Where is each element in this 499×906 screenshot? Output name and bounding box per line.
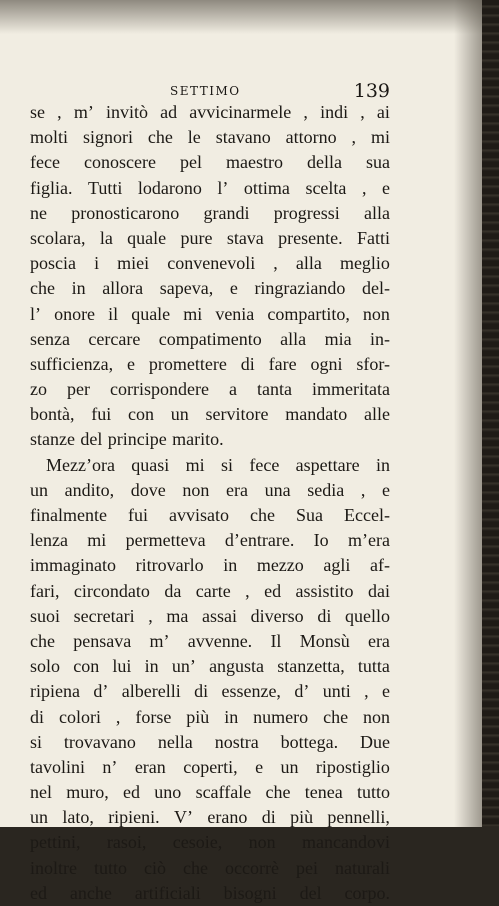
text-line xyxy=(30,629,390,654)
word: signori xyxy=(82,127,133,148)
body-text xyxy=(30,100,390,906)
word: da xyxy=(164,580,182,601)
word: un’ xyxy=(171,656,196,677)
word: n’ xyxy=(102,756,118,777)
word: non xyxy=(248,832,276,853)
word: inoltre xyxy=(30,857,77,878)
text-line xyxy=(30,780,390,805)
word: artificiali xyxy=(134,882,201,903)
word: in xyxy=(375,454,390,475)
text-line xyxy=(30,553,390,578)
word: quale xyxy=(131,303,171,324)
text-line xyxy=(30,503,390,528)
word: Tutti xyxy=(88,177,123,198)
word: in xyxy=(224,706,239,727)
word: e xyxy=(127,353,136,374)
text-line xyxy=(30,579,390,604)
word: mi xyxy=(185,454,205,475)
word: meglio xyxy=(339,253,390,274)
text-line xyxy=(30,377,390,402)
word: , xyxy=(273,253,278,274)
word: tutto xyxy=(356,782,390,803)
word: scaffale xyxy=(195,782,252,803)
word: Monsù xyxy=(299,630,350,651)
word: sufficienza, xyxy=(30,353,114,374)
word: stanze xyxy=(30,429,75,450)
word: che xyxy=(323,706,349,727)
word: presente. xyxy=(278,227,343,248)
word: anche xyxy=(69,882,112,903)
word: immeritata xyxy=(312,379,390,400)
word: che xyxy=(30,630,55,651)
word: onore xyxy=(54,303,96,324)
word: sapeva, xyxy=(159,278,214,299)
word: ne xyxy=(30,202,47,223)
word: del xyxy=(80,429,103,450)
word: aspettare xyxy=(295,454,360,475)
word: lenza xyxy=(30,530,68,551)
word: non xyxy=(362,303,390,324)
word: allora xyxy=(102,278,144,299)
word: e xyxy=(255,756,264,777)
word: scolara, xyxy=(30,227,86,248)
text-line xyxy=(30,654,390,679)
word: in xyxy=(223,555,238,576)
word: d’ xyxy=(294,681,310,702)
word: Eccel- xyxy=(344,505,390,525)
word: carte xyxy=(195,580,231,601)
word: era xyxy=(226,479,248,500)
word: una xyxy=(264,479,291,500)
text-line xyxy=(30,302,390,327)
word: di xyxy=(240,353,255,374)
word: fare xyxy=(268,353,297,374)
word: ed xyxy=(123,782,141,803)
word: non xyxy=(363,706,390,727)
word: sedia xyxy=(307,479,345,500)
text-line xyxy=(30,125,390,150)
word: cesoie, xyxy=(172,832,223,853)
word: pettini, xyxy=(30,832,81,853)
word: per xyxy=(67,379,90,400)
word: servitore xyxy=(205,404,269,425)
word: maestro xyxy=(225,152,283,173)
word: ed xyxy=(264,580,282,601)
word: V’ xyxy=(174,807,194,828)
word: ringraziando xyxy=(254,278,346,299)
word: ad xyxy=(160,102,178,122)
word: , xyxy=(115,706,121,727)
word: solo xyxy=(30,656,61,677)
word: trovavano xyxy=(63,731,136,752)
word: era xyxy=(367,630,390,651)
word: si xyxy=(30,731,43,752)
word: conoscere xyxy=(83,152,156,173)
word: lato, xyxy=(62,807,94,828)
word: stava xyxy=(226,227,264,248)
word: finalmente xyxy=(30,505,107,525)
word: progressi xyxy=(273,202,340,223)
word: Io xyxy=(313,530,329,551)
word: nostra xyxy=(214,731,259,752)
word: attorno xyxy=(285,127,337,148)
word: ripiena xyxy=(30,681,80,702)
word: mi xyxy=(87,530,107,551)
word: si xyxy=(221,454,234,475)
word: molti xyxy=(30,127,69,148)
word: che xyxy=(250,505,275,525)
word: alla xyxy=(295,253,322,274)
word: rasoi, xyxy=(106,832,147,853)
word: pronosticarono xyxy=(71,202,180,223)
word: pensava xyxy=(73,630,132,651)
word: pel xyxy=(179,152,202,173)
word: dove xyxy=(130,479,166,500)
word: fui xyxy=(91,404,112,425)
word: assai xyxy=(202,605,238,626)
text-line xyxy=(30,755,390,780)
word: l’ xyxy=(217,177,229,198)
word: essenze, xyxy=(221,681,281,702)
text-line xyxy=(30,251,390,276)
text-line xyxy=(30,881,390,906)
word: , xyxy=(364,681,369,702)
word: zo xyxy=(30,379,47,400)
word: a xyxy=(229,379,237,400)
word: sua xyxy=(365,152,390,173)
word: tenea xyxy=(304,782,343,803)
word: invitò xyxy=(105,102,148,122)
text-line xyxy=(30,805,390,830)
word: avvisato xyxy=(169,505,229,525)
word: scelta xyxy=(305,177,347,198)
word: in xyxy=(144,656,159,677)
word: eran xyxy=(134,756,166,777)
text-line xyxy=(30,176,390,201)
word: fui xyxy=(127,505,148,525)
word: Mezz’ora xyxy=(46,454,115,475)
word: mi xyxy=(183,303,203,324)
word: bottega. xyxy=(280,731,339,752)
text-line xyxy=(30,528,390,553)
text-line xyxy=(30,453,390,478)
word: , xyxy=(351,127,357,148)
word: colori xyxy=(58,706,101,727)
word: , xyxy=(361,177,367,198)
word: e xyxy=(381,479,390,500)
word: secretari xyxy=(73,605,135,626)
word: andito, xyxy=(64,479,115,500)
word: nel xyxy=(30,782,52,803)
word: stavano xyxy=(215,127,271,148)
word: ripieni. xyxy=(108,807,160,828)
word: quale xyxy=(127,227,167,248)
word: e xyxy=(229,278,238,299)
word: coperti, xyxy=(183,756,238,777)
word: del- xyxy=(362,278,390,299)
word: pei xyxy=(295,857,318,878)
word: compartito, xyxy=(267,303,350,324)
word: pure xyxy=(180,227,213,248)
word: numero xyxy=(253,706,309,727)
word: che xyxy=(265,782,291,803)
word: con xyxy=(73,656,100,677)
word: uno xyxy=(154,782,182,803)
word: senza xyxy=(30,328,70,349)
word: del xyxy=(299,882,322,903)
word: ai xyxy=(376,102,390,122)
word: fece xyxy=(30,152,60,173)
word: fari, xyxy=(30,580,60,601)
word: , xyxy=(360,102,365,122)
word: le xyxy=(187,127,201,148)
word: di xyxy=(261,807,276,828)
word: stanzetta, xyxy=(277,656,345,677)
page-number: 139 xyxy=(353,80,390,102)
word: principe xyxy=(107,429,167,450)
word: un xyxy=(280,756,299,777)
word: mancandovi xyxy=(301,832,390,853)
word: , xyxy=(303,102,308,122)
word: promettere xyxy=(148,353,227,374)
word: venia xyxy=(215,303,255,324)
text-line xyxy=(30,830,390,855)
word: ottima xyxy=(243,177,290,198)
word: corrispondere xyxy=(110,379,209,400)
word: m’ xyxy=(73,102,94,122)
text-line xyxy=(30,100,390,125)
word: mezzo xyxy=(256,555,304,576)
text-line xyxy=(30,226,390,251)
word: agli xyxy=(323,555,351,576)
word: più xyxy=(290,807,314,828)
word: tutta xyxy=(357,656,390,677)
word: avvicinarmele xyxy=(189,102,292,122)
word: , xyxy=(57,102,62,122)
word: occorrè xyxy=(225,857,279,878)
word: in xyxy=(71,278,86,299)
word: ogni xyxy=(310,353,343,374)
word: quasi xyxy=(131,454,170,475)
word: indi xyxy=(320,102,349,122)
text-line xyxy=(30,327,390,352)
word: corpo. xyxy=(344,882,390,903)
page-gutter-shadow xyxy=(454,0,482,827)
scan-top-shadow xyxy=(0,0,482,34)
word: un xyxy=(30,479,48,500)
word: miei xyxy=(117,253,150,274)
word: i xyxy=(94,253,100,274)
word: avvenne. xyxy=(187,630,253,651)
word: assistito xyxy=(295,580,354,601)
word: grandi xyxy=(203,202,250,223)
word: alla xyxy=(280,328,307,349)
word: unti xyxy=(322,681,351,702)
word: mi xyxy=(370,127,390,148)
word: Il xyxy=(270,630,282,651)
word: tavolini xyxy=(30,756,85,777)
word: nella xyxy=(157,731,193,752)
word: in- xyxy=(370,328,390,349)
word: la xyxy=(99,227,113,248)
text-line xyxy=(30,730,390,755)
word: af- xyxy=(370,555,390,576)
word: tanta xyxy=(257,379,292,400)
word: lodarono xyxy=(137,177,202,198)
text-line xyxy=(30,352,390,377)
word: immaginato xyxy=(30,555,116,576)
text-line xyxy=(30,150,390,175)
word: più xyxy=(186,706,210,727)
word: se xyxy=(30,102,45,122)
word: mandato xyxy=(285,404,348,425)
word: erano xyxy=(207,807,248,828)
word: suoi xyxy=(30,605,61,626)
word: muro, xyxy=(66,782,109,803)
word: ritrovarlo xyxy=(135,555,204,576)
word: poscia xyxy=(30,253,76,274)
text-line xyxy=(30,604,390,629)
text-line xyxy=(30,427,390,452)
word: ed xyxy=(30,882,47,903)
word: Fatti xyxy=(356,227,390,248)
word: Sua xyxy=(296,505,324,525)
text-line xyxy=(30,679,390,704)
word: Due xyxy=(360,731,390,752)
text-line xyxy=(30,705,390,730)
word: della xyxy=(306,152,342,173)
word: permetteva xyxy=(125,530,206,551)
word: che xyxy=(147,127,173,148)
word: bontà, xyxy=(30,404,75,425)
text-line xyxy=(30,201,390,226)
word: lui xyxy=(112,656,132,677)
word: alberelli xyxy=(121,681,181,702)
word: d’ xyxy=(93,681,109,702)
text-line xyxy=(30,856,390,881)
word: tutto xyxy=(94,857,128,878)
word: forse xyxy=(135,706,172,727)
word: angusta xyxy=(209,656,265,677)
word: circondato xyxy=(73,580,150,601)
word: , xyxy=(245,580,250,601)
word: marito. xyxy=(172,429,224,450)
word: ripostiglio xyxy=(315,756,390,777)
word: bisogni xyxy=(223,882,277,903)
word: alla xyxy=(363,202,390,223)
word: ma xyxy=(166,605,189,626)
word: d’entrare. xyxy=(224,530,295,551)
word: e xyxy=(381,177,390,198)
text-line xyxy=(30,402,390,427)
word: m’ xyxy=(149,630,170,651)
word: , xyxy=(360,479,366,500)
word: dai xyxy=(368,580,390,601)
word: quello xyxy=(344,605,390,626)
word: sfor- xyxy=(356,353,390,374)
word: cercare xyxy=(88,328,141,349)
text-line xyxy=(30,276,390,301)
word: l’ xyxy=(30,303,41,324)
word: che xyxy=(30,278,55,299)
word: un xyxy=(30,807,48,828)
word: compatimento xyxy=(158,328,262,349)
word: figlia. xyxy=(30,177,73,198)
word: , xyxy=(148,605,153,626)
word: di xyxy=(317,605,332,626)
word: fece xyxy=(249,454,280,475)
word: pennelli, xyxy=(327,807,390,828)
word: il xyxy=(108,303,119,324)
word: non xyxy=(182,479,210,500)
word: m’era xyxy=(347,530,390,551)
word: di xyxy=(194,681,209,702)
word: mia xyxy=(324,328,352,349)
word: un xyxy=(170,404,189,425)
word: naturali xyxy=(334,857,390,878)
word: che xyxy=(183,857,208,878)
text-line xyxy=(30,478,390,503)
word: e xyxy=(381,681,390,702)
word: convenevoli xyxy=(167,253,256,274)
word: alle xyxy=(363,404,390,425)
word: diverso xyxy=(250,605,304,626)
adjacent-page-edges xyxy=(482,0,499,827)
running-head: SETTIMO xyxy=(170,84,241,98)
word: ciò xyxy=(144,857,167,878)
word: di xyxy=(30,706,45,727)
word: con xyxy=(128,404,154,425)
